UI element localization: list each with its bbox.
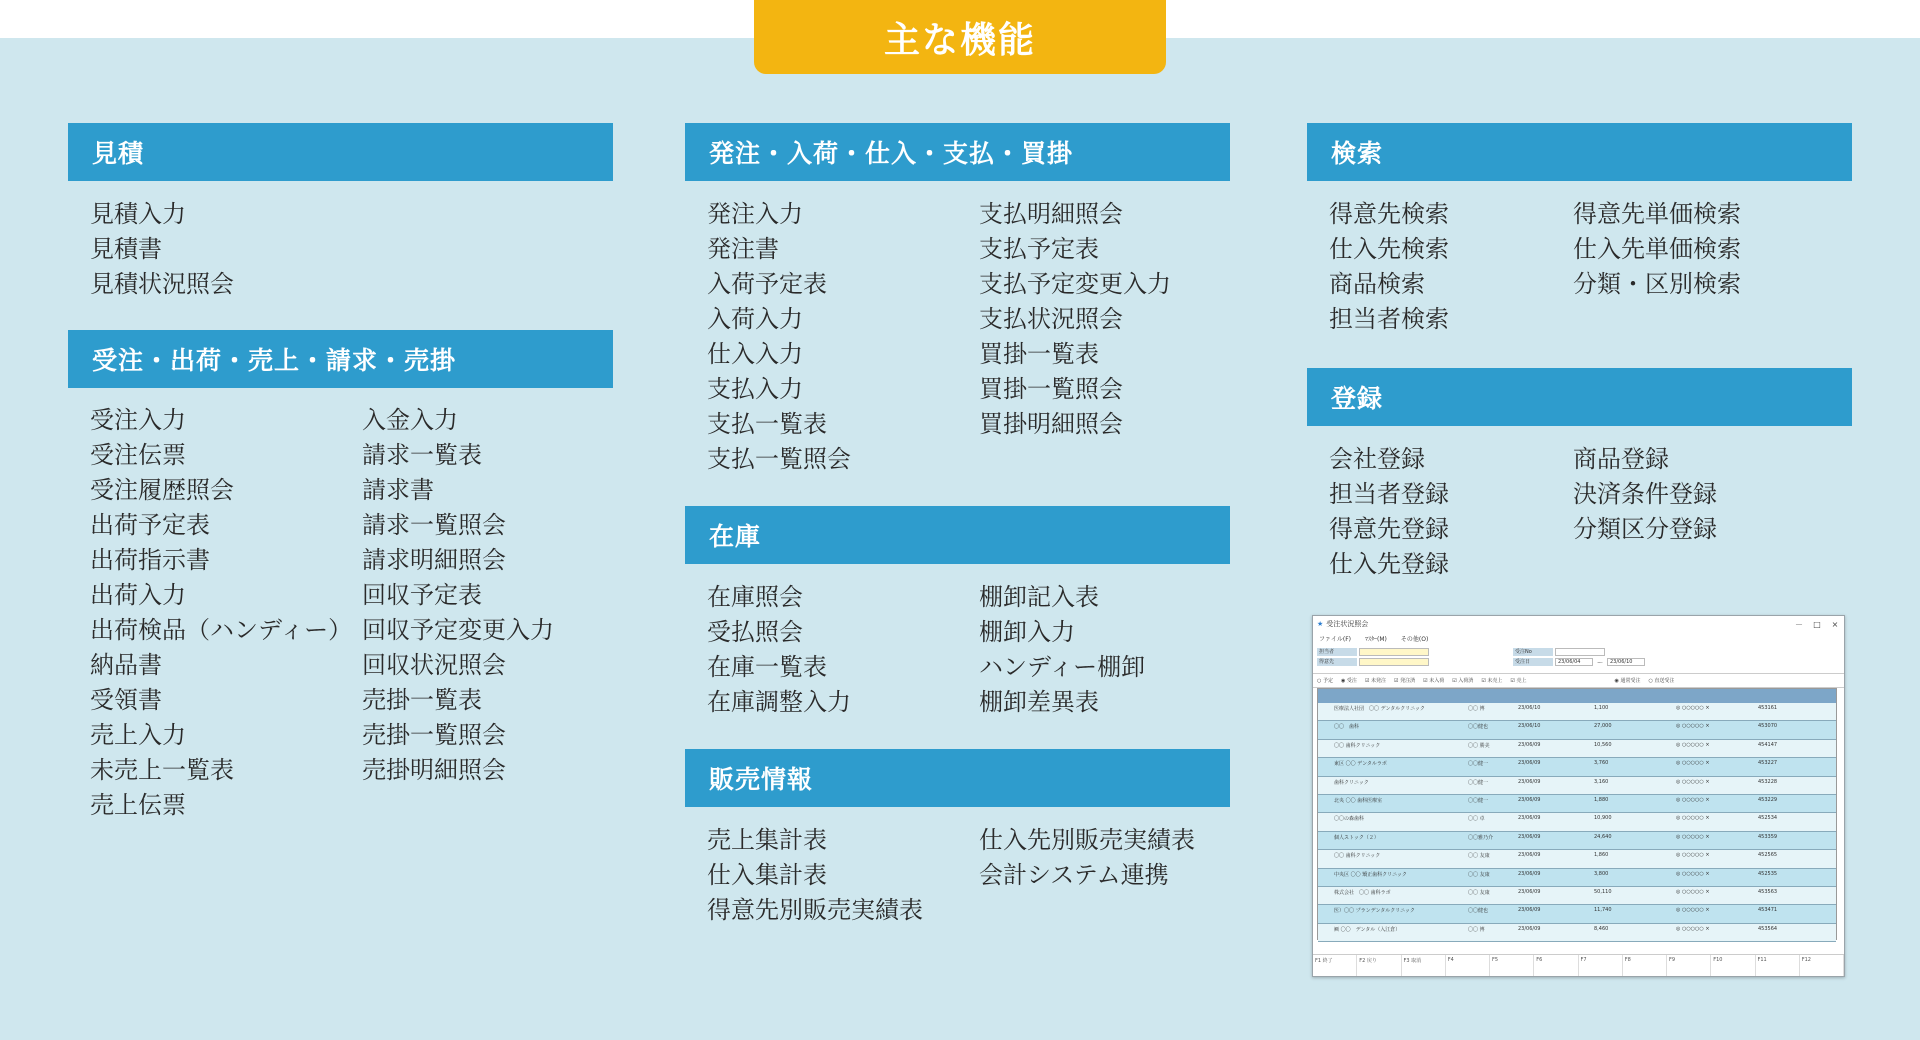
close-icon: × bbox=[1831, 619, 1839, 629]
cell-customer: 〇〇 歯科クリニック bbox=[1334, 742, 1381, 749]
list-touroku-col1 bbox=[1329, 442, 1449, 582]
cell-customer: 北央 〇〇 歯科医療室 bbox=[1334, 797, 1383, 804]
cell-code: 453229 bbox=[1758, 796, 1778, 803]
list-item: 仕入集計表 bbox=[707, 861, 827, 889]
table-row bbox=[1318, 813, 1836, 831]
table-row bbox=[1318, 887, 1836, 905]
cell-date: 23/06/09 bbox=[1518, 815, 1541, 822]
list-item: 出荷入力 bbox=[90, 581, 186, 609]
list-item: 商品登録 bbox=[1573, 445, 1669, 473]
cell-staff: 〇〇 友康 bbox=[1468, 889, 1490, 896]
list-item: 支払一覧照会 bbox=[707, 445, 851, 473]
cell-staff: 〇〇健也 bbox=[1468, 724, 1489, 731]
list-item: 売掛一覧照会 bbox=[362, 721, 506, 749]
label-staff: 担当者 bbox=[1317, 648, 1357, 656]
cell-staff: 〇〇 博 bbox=[1468, 926, 1485, 933]
cell-staff: 〇〇健一 bbox=[1468, 797, 1489, 804]
date-range-tilde: ～ bbox=[1597, 660, 1604, 667]
cell-date: 23/06/09 bbox=[1518, 852, 1541, 859]
status-marks: ◎ ○○○○○ × bbox=[1676, 778, 1710, 785]
section-header-hatchu: 発注・入荷・仕入・支払・買掛 bbox=[685, 123, 1230, 181]
app-icon: ★ bbox=[1317, 620, 1324, 628]
cell-staff: 〇〇 博 bbox=[1468, 706, 1485, 712]
cell-amount: 50,110 bbox=[1594, 888, 1612, 895]
list-hanbai-col2 bbox=[979, 823, 1195, 893]
table-row bbox=[1318, 703, 1836, 721]
option-minyuka: ☑ 未入荷 bbox=[1423, 678, 1445, 684]
list-item: 請求一覧照会 bbox=[362, 511, 506, 539]
menu-other: その他(O) bbox=[1400, 635, 1429, 643]
cell-date: 23/06/09 bbox=[1518, 760, 1541, 767]
cell-code: 453563 bbox=[1758, 888, 1778, 895]
cell-customer: 医療法人社団 〇〇 デンタルクリニック bbox=[1334, 706, 1425, 712]
table-row bbox=[1318, 832, 1836, 850]
screenshot-function-keys bbox=[1313, 954, 1844, 976]
list-kensaku-col1 bbox=[1329, 197, 1449, 337]
function-key: F10 bbox=[1711, 955, 1755, 976]
list-item: 支払一覧表 bbox=[707, 410, 827, 438]
cell-amount: 3,160 bbox=[1594, 778, 1609, 785]
grid-rows bbox=[1318, 703, 1836, 942]
function-key: F8 bbox=[1623, 955, 1667, 976]
list-item: 会計システム連携 bbox=[979, 861, 1169, 889]
status-marks: ◎ ○○○○○ × bbox=[1676, 925, 1710, 932]
minimize-icon: － bbox=[1795, 619, 1803, 629]
field-date-to: 23/06/10 bbox=[1607, 658, 1645, 666]
cell-code: 453228 bbox=[1758, 778, 1778, 785]
cell-customer: 〇〇 歯科クリニック bbox=[1334, 853, 1381, 860]
list-item: 受注伝票 bbox=[90, 441, 186, 469]
cell-amount: 1,100 bbox=[1594, 705, 1609, 711]
list-juchu-col2 bbox=[362, 403, 554, 788]
list-item: 入荷入力 bbox=[707, 305, 803, 333]
cell-amount: 1,880 bbox=[1594, 796, 1609, 803]
cell-customer: 個人ストック（２） bbox=[1334, 834, 1379, 841]
list-item: 支払予定表 bbox=[979, 235, 1099, 263]
table-row bbox=[1318, 850, 1836, 868]
cell-staff: 〇〇健一 bbox=[1468, 761, 1489, 768]
cell-staff: 〇〇 友康 bbox=[1468, 853, 1490, 860]
option-tsujo: ◉ 通常受注 bbox=[1614, 678, 1641, 684]
maximize-icon: □ bbox=[1813, 619, 1821, 629]
list-item: 売掛一覧表 bbox=[362, 686, 482, 714]
cell-staff: 〇〇健一 bbox=[1468, 779, 1489, 786]
function-key: F6 bbox=[1534, 955, 1578, 976]
list-item: 請求明細照会 bbox=[362, 546, 506, 574]
list-item: 担当者登録 bbox=[1329, 480, 1449, 508]
list-item: 分類区分登録 bbox=[1573, 515, 1717, 543]
option-mihatchu: ☑ 未発注 bbox=[1364, 678, 1387, 684]
function-key: F2 戻り bbox=[1357, 955, 1401, 976]
list-item: 売掛明細照会 bbox=[362, 756, 506, 784]
list-item: 支払予定変更入力 bbox=[979, 270, 1171, 298]
list-item: 会社登録 bbox=[1329, 445, 1425, 473]
list-hatchu-col2 bbox=[979, 197, 1171, 442]
table-row bbox=[1318, 869, 1836, 887]
cell-code: 454147 bbox=[1758, 741, 1778, 748]
list-item: 在庫一覧表 bbox=[707, 653, 827, 681]
status-marks: ◎ ○○○○○ × bbox=[1676, 705, 1710, 711]
list-item: 回収予定変更入力 bbox=[362, 616, 554, 644]
cell-code: 453070 bbox=[1758, 723, 1778, 730]
cell-staff: 〇〇雅乃介 bbox=[1468, 834, 1494, 841]
field-date-from: 23/06/04 bbox=[1555, 658, 1593, 666]
option-yotei: ○ 予定 bbox=[1317, 678, 1333, 684]
cell-code: 452535 bbox=[1758, 870, 1778, 877]
cell-amount: 27,000 bbox=[1594, 723, 1612, 730]
list-item: 売上伝票 bbox=[90, 791, 186, 819]
cell-date: 23/06/09 bbox=[1518, 741, 1541, 748]
list-item: 納品書 bbox=[90, 651, 162, 679]
list-item: 入荷予定表 bbox=[707, 270, 827, 298]
cell-amount: 3,800 bbox=[1594, 870, 1609, 877]
cell-date: 23/06/10 bbox=[1518, 705, 1541, 711]
screenshot-filter-form bbox=[1313, 644, 1844, 674]
list-item: 受払照会 bbox=[707, 618, 803, 646]
screenshot-menubar bbox=[1313, 632, 1844, 644]
status-marks: ◎ ○○○○○ × bbox=[1676, 888, 1710, 895]
cell-date: 23/06/10 bbox=[1518, 723, 1541, 730]
list-item: 仕入先単価検索 bbox=[1573, 235, 1741, 263]
section-header-hanbai: 販売情報 bbox=[685, 749, 1230, 807]
cell-date: 23/06/09 bbox=[1518, 888, 1541, 895]
status-marks: ◎ ○○○○○ × bbox=[1676, 833, 1710, 840]
table-row bbox=[1318, 795, 1836, 813]
cell-code: 453471 bbox=[1758, 907, 1778, 914]
status-marks: ◎ ○○○○○ × bbox=[1676, 723, 1710, 730]
list-item: 回収予定表 bbox=[362, 581, 482, 609]
list-item: 入金入力 bbox=[362, 406, 458, 434]
cell-customer: 歯科クリニック bbox=[1334, 779, 1369, 786]
list-item: 棚卸入力 bbox=[979, 618, 1075, 646]
list-item: 売上入力 bbox=[90, 721, 186, 749]
function-key: F12 bbox=[1800, 955, 1844, 976]
status-marks: ◎ ○○○○○ × bbox=[1676, 815, 1710, 822]
cell-code: 453161 bbox=[1758, 705, 1778, 711]
option-juchu: ◉ 受注 bbox=[1340, 678, 1357, 684]
list-item: 仕入入力 bbox=[707, 340, 803, 368]
cell-customer: 〇〇 歯科 bbox=[1334, 724, 1360, 731]
list-item: 受注入力 bbox=[90, 406, 186, 434]
function-key: F7 bbox=[1579, 955, 1623, 976]
list-item: 請求一覧表 bbox=[362, 441, 482, 469]
list-item: 発注書 bbox=[707, 235, 779, 263]
list-item: 分類・区別検索 bbox=[1573, 270, 1741, 298]
function-key: F3 取消 bbox=[1402, 955, 1446, 976]
option-chokuso: ○ 直送受注 bbox=[1648, 678, 1675, 684]
status-marks: ◎ ○○○○○ × bbox=[1676, 796, 1710, 803]
cell-date: 23/06/09 bbox=[1518, 870, 1541, 877]
list-item: 得意先検索 bbox=[1329, 200, 1449, 228]
list-item: 出荷予定表 bbox=[90, 511, 210, 539]
list-item: 見積状況照会 bbox=[90, 270, 234, 298]
cell-code: 452565 bbox=[1758, 852, 1778, 859]
list-item: 買掛明細照会 bbox=[979, 410, 1123, 438]
label-order-date: 受注日 bbox=[1513, 658, 1553, 666]
list-zaiko-col2 bbox=[979, 580, 1145, 720]
list-item: 在庫照会 bbox=[707, 583, 803, 611]
list-hanbai-col1 bbox=[707, 823, 923, 928]
cell-date: 23/06/09 bbox=[1518, 796, 1541, 803]
table-row bbox=[1318, 777, 1836, 795]
cell-amount: 3,760 bbox=[1594, 760, 1609, 767]
screenshot-titlebar bbox=[1313, 616, 1844, 632]
label-customer: 得意先 bbox=[1317, 658, 1357, 666]
section-header-mitsumori: 見積 bbox=[68, 123, 613, 181]
section-header-touroku: 登録 bbox=[1307, 368, 1852, 426]
list-item: 買掛一覧表 bbox=[979, 340, 1099, 368]
cell-amount: 11,740 bbox=[1594, 907, 1612, 914]
cell-staff: 〇〇 友康 bbox=[1468, 871, 1490, 878]
cell-customer: 医）〇〇 プランデンタルクリニック bbox=[1334, 908, 1415, 915]
cell-staff: 〇〇 勝美 bbox=[1468, 742, 1490, 749]
cell-date: 23/06/09 bbox=[1518, 907, 1541, 914]
menu-master: ﾏｽﾀｰ(M) bbox=[1365, 635, 1387, 643]
table-row bbox=[1318, 924, 1836, 942]
screenshot-options bbox=[1313, 674, 1844, 688]
list-item: 得意先登録 bbox=[1329, 515, 1449, 543]
list-item: 得意先別販売実績表 bbox=[707, 896, 923, 924]
function-key: F11 bbox=[1756, 955, 1800, 976]
list-mitsumori bbox=[90, 197, 234, 302]
table-row bbox=[1318, 758, 1836, 776]
cell-staff: 〇〇 卓 bbox=[1468, 816, 1485, 823]
list-item: ハンディー棚卸 bbox=[979, 653, 1146, 681]
list-item: 仕入先別販売実績表 bbox=[979, 826, 1195, 854]
cell-amount: 10,560 bbox=[1594, 741, 1612, 748]
status-marks: ◎ ○○○○○ × bbox=[1676, 852, 1710, 859]
cell-amount: 10,900 bbox=[1594, 815, 1612, 822]
field-order-no bbox=[1555, 648, 1605, 656]
cell-customer: 東区 〇〇 デンタルラボ bbox=[1334, 761, 1387, 768]
status-marks: ◎ ○○○○○ × bbox=[1676, 760, 1710, 767]
cell-code: 452534 bbox=[1758, 815, 1778, 822]
section-header-zaiko: 在庫 bbox=[685, 506, 1230, 564]
function-key: F4 bbox=[1446, 955, 1490, 976]
cell-amount: 8,460 bbox=[1594, 925, 1609, 932]
list-hatchu-col1 bbox=[707, 197, 851, 477]
cell-customer: 〇〇の森歯科 bbox=[1334, 816, 1365, 823]
option-uriage: ☑ 売上 bbox=[1510, 678, 1527, 684]
list-item: 得意先単価検索 bbox=[1573, 200, 1741, 228]
function-key: F9 bbox=[1667, 955, 1711, 976]
status-marks: ◎ ○○○○○ × bbox=[1676, 907, 1710, 914]
list-item: 回収状況照会 bbox=[362, 651, 506, 679]
field-staff bbox=[1359, 648, 1429, 656]
list-item: 未売上一覧表 bbox=[90, 756, 234, 784]
option-miuriage: ☑ 未売上 bbox=[1481, 678, 1503, 684]
cell-amount: 1,860 bbox=[1594, 852, 1609, 859]
list-item: 支払状況照会 bbox=[979, 305, 1123, 333]
status-marks: ◎ ○○○○○ × bbox=[1676, 741, 1710, 748]
page-title: 主な機能 bbox=[754, 0, 1166, 74]
list-item: 売上集計表 bbox=[707, 826, 827, 854]
screenshot-grid bbox=[1317, 688, 1837, 940]
screenshot-window-title: 受注状況照会 bbox=[1326, 620, 1369, 628]
function-key: F5 bbox=[1490, 955, 1534, 976]
cell-date: 23/06/09 bbox=[1518, 778, 1541, 785]
cell-date: 23/06/09 bbox=[1518, 925, 1541, 932]
list-item: 買掛一覧照会 bbox=[979, 375, 1123, 403]
list-item: 請求書 bbox=[362, 476, 434, 504]
list-item: 出荷検品（ハンディー） bbox=[90, 616, 353, 644]
cell-code: 453359 bbox=[1758, 833, 1778, 840]
grid-header bbox=[1318, 689, 1836, 703]
list-item: 棚卸記入表 bbox=[979, 583, 1099, 611]
cell-code: 453564 bbox=[1758, 925, 1778, 932]
list-item: 支払入力 bbox=[707, 375, 803, 403]
cell-date: 23/06/09 bbox=[1518, 833, 1541, 840]
list-item: 在庫調整入力 bbox=[707, 688, 851, 716]
section-header-juchu: 受注・出荷・売上・請求・売掛 bbox=[68, 330, 613, 388]
list-item: 棚卸差異表 bbox=[979, 688, 1099, 716]
table-row bbox=[1318, 721, 1836, 739]
status-marks: ◎ ○○○○○ × bbox=[1676, 870, 1710, 877]
cell-customer: 株式会社 〇〇 歯科ラボ bbox=[1334, 889, 1391, 896]
list-item: 受注履歴照会 bbox=[90, 476, 234, 504]
table-row bbox=[1318, 905, 1836, 923]
cell-customer: ㈱ 〇〇 デンタル（入江倉） bbox=[1334, 926, 1401, 933]
table-row bbox=[1318, 740, 1836, 758]
list-juchu-col1 bbox=[90, 403, 352, 823]
function-key: F1 終了 bbox=[1313, 955, 1357, 976]
list-item: 支払明細照会 bbox=[979, 200, 1123, 228]
cell-staff: 〇〇健也 bbox=[1468, 908, 1489, 915]
app-screenshot-thumbnail bbox=[1312, 615, 1845, 977]
list-item: 仕入先検索 bbox=[1329, 235, 1449, 263]
list-touroku-col2 bbox=[1573, 442, 1717, 547]
list-item: 受領書 bbox=[90, 686, 162, 714]
list-item: 出荷指示書 bbox=[90, 546, 210, 574]
cell-amount: 24,640 bbox=[1594, 833, 1612, 840]
list-item: 発注入力 bbox=[707, 200, 803, 228]
option-hatchuzumi: ☑ 発注済 bbox=[1394, 678, 1416, 684]
label-order-no: 受注No bbox=[1513, 648, 1553, 656]
option-nyukazumi: ☑ 入荷済 bbox=[1452, 678, 1474, 684]
list-zaiko-col1 bbox=[707, 580, 851, 720]
section-header-kensaku: 検索 bbox=[1307, 123, 1852, 181]
list-kensaku-col2 bbox=[1573, 197, 1741, 302]
cell-code: 453227 bbox=[1758, 760, 1778, 767]
list-item: 仕入先登録 bbox=[1329, 550, 1449, 578]
list-item: 見積書 bbox=[90, 235, 162, 263]
menu-file: ファイル(F) bbox=[1319, 635, 1352, 643]
field-customer bbox=[1359, 658, 1429, 666]
cell-customer: 中央区 〇〇 矯正歯科クリニック bbox=[1334, 871, 1407, 878]
list-item: 見積入力 bbox=[90, 200, 186, 228]
list-item: 担当者検索 bbox=[1329, 305, 1449, 333]
list-item: 商品検索 bbox=[1329, 270, 1425, 298]
list-item: 決済条件登録 bbox=[1573, 480, 1717, 508]
